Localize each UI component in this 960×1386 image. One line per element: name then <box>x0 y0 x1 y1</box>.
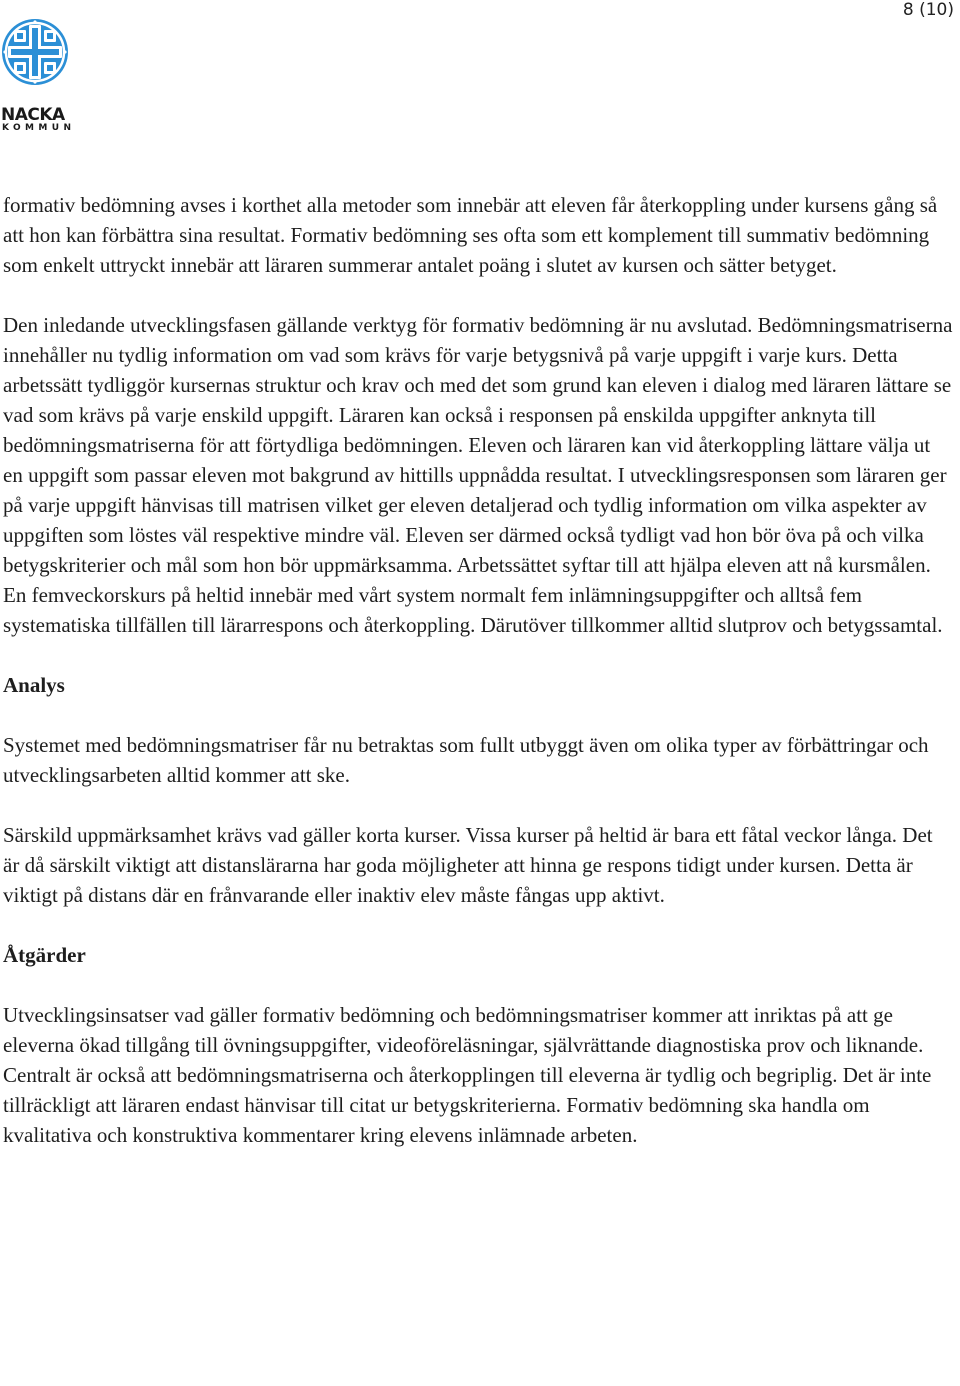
paragraph: Utvecklingsinsatser vad gäller formativ bedömning och bedömningsmatriser kommer att inriktas på att ge eleverna ökad tillgång till övningsuppgifter, videoföreläsningar, självrättande diagnostiska prov och liknande. Centralt är också att bedömningsmatriserna och återkopplingen till eleverna är tydlig och begriplig. Det är inte tillräckligt att läraren endast hänvisar till citat ur betygskriterierna. Formativ bedömning ska handla om kvalitativa och konstruktiva kommentarer kring elevens inlämnade arbeten. <box>3 1003 932 1147</box>
section-heading-analys: Analys <box>3 673 65 697</box>
document-body <box>3 190 953 1180</box>
page-number: 8 (10) <box>902 0 954 20</box>
logo-name: NACKA <box>1 105 65 125</box>
nacka-kommun-logo <box>0 16 76 133</box>
paragraph: Den inledande utvecklingsfasen gällande verktyg för formativ bedömning är nu avslutad. Bedömningsmatriserna innehåller nu tydlig information om vad som krävs för varje betygsnivå på varje uppgift i varje kurs. Detta arbetssätt tydliggör kursernas struktur och krav och med det som grund kan eleven i dialog med läraren lättare se vad som krävs på varje enskild uppgift. Läraren kan också i responsen på enskilda uppgifter anknyta till bedömningsmatriserna för att förtydliga bedömningen. Eleven och läraren kan vid återkoppling lättare välja ut en uppgift som passar eleven mot bakgrund av hittills uppnådda resultat. I utvecklingsresponsen som läraren ger på varje uppgift hänvisas till matrisen vilket ger eleven detaljerad och tydlig information om vilka aspekter av uppgiften som löstes väl respektive mindre väl. Eleven ser därmed också tydligt vad hon bör öva på och vilka betygskriterier och mål som hon bör uppmärksamma. Arbetssättet syftar till att hjälpa eleven att nå kursmålen. En femveckorskurs på heltid innebär med vårt system normalt fem inlämningsuppgifter och alltså fem systematiska tillfällen till lärarrespons och återkoppling. Därutöver tillkommer alltid slutprov och betygssamtal. <box>3 313 953 637</box>
paragraph: formativ bedömning avses i korthet alla metoder som innebär att eleven får återkoppling under kursens gång så att hon kan förbättra sina resultat. Formativ bedömning ses ofta som ett komplement till summativ bedömning som enkelt uttryckt innebär att läraren summerar antalet poäng i slutet av kursen och sätter betyget. <box>3 193 938 277</box>
section-heading-atgarder: Åtgärder <box>3 943 86 967</box>
paragraph: Särskild uppmärksamhet krävs vad gäller korta kurser. Vissa kurser på heltid är bara ett fåtal veckor långa. Det är då särskilt viktigt att distanslärarna har goda möjligheter att hinna ge respons tidigt under kursen. Detta är viktigt på distans där en frånvarande eller inaktiv elev måste fångas upp aktivt. <box>3 823 933 907</box>
nacka-kommun-emblem-icon <box>0 16 70 88</box>
logo-subtitle: KOMMUN <box>2 123 76 133</box>
paragraph: Systemet med bedömningsmatriser får nu betraktas som fullt utbyggt även om olika typer av förbättringar och utvecklingsarbeten alltid kommer att ske. <box>3 733 929 787</box>
